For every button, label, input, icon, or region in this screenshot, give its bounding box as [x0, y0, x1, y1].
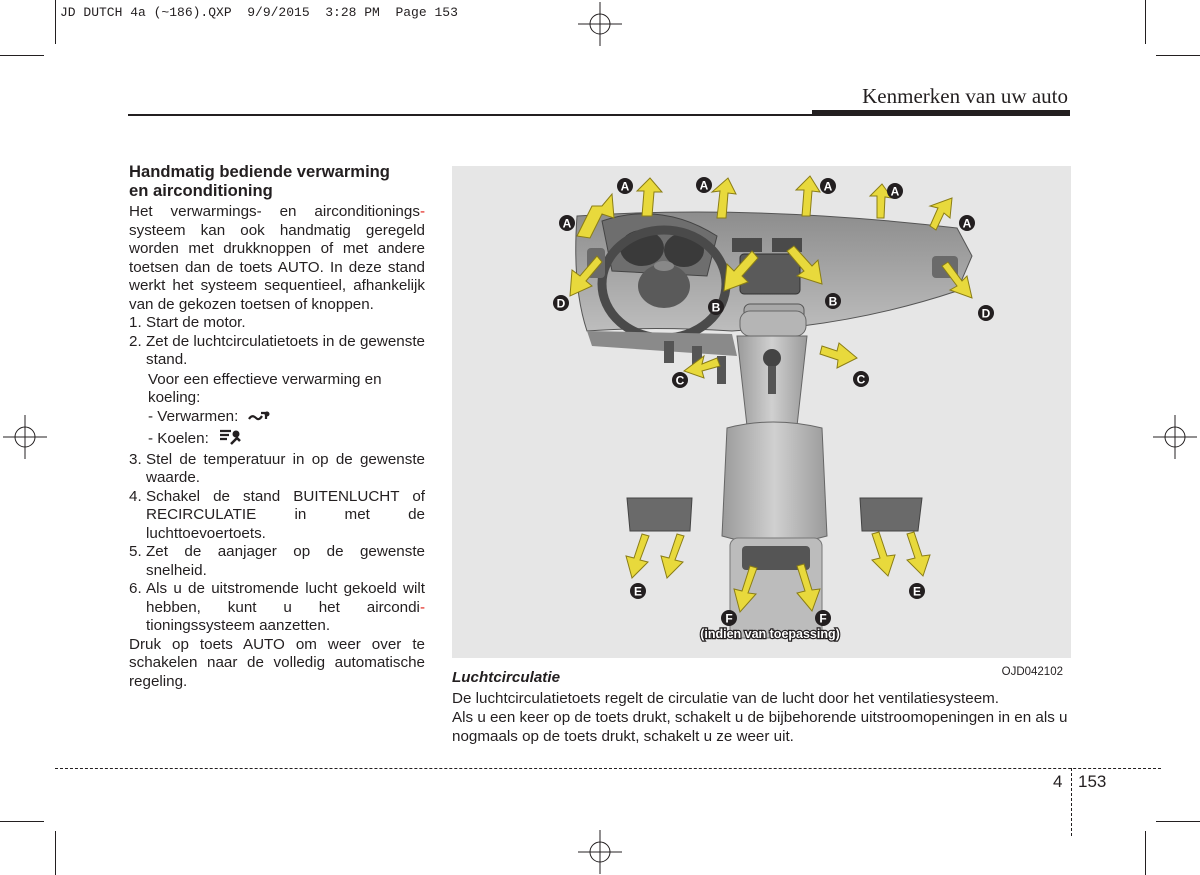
marker-f-icon: [815, 610, 831, 626]
registration-mark-icon: [578, 830, 622, 874]
heating-label: - Verwarmen:: [148, 407, 239, 425]
list-item: [129, 543, 425, 580]
step-text: Stel de temperatuur in op de gewenste waarde.: [146, 450, 425, 486]
marker-d-icon: [978, 305, 994, 321]
step-number: 1.: [129, 314, 142, 331]
marker-label: A: [699, 178, 709, 193]
marker-label: C: [856, 372, 866, 387]
header-rule-accent: [812, 110, 1070, 116]
step-text: Schakel de stand BUITENLUCHT of RECIRCULATIE in met de luchttoevoertoets.: [146, 487, 425, 542]
step-text: Start de motor.: [146, 314, 246, 331]
step-text-continued: tioningssysteem aanzetten.: [146, 617, 331, 634]
marker-label: A: [962, 216, 972, 231]
page-divider: [1071, 768, 1072, 836]
intro-text-1: Het verwarmings- en airconditionings: [129, 203, 420, 220]
heating-mode-icon: [247, 410, 271, 424]
intro-text-2: systeem kan ook handmatig geregeld worden met drukknoppen of met andere toetsen dan de toets AUTO. In deze stand werkt het systeem sequentieel, afhankelijk van de gekozen toetsen of knoppen.: [129, 221, 425, 313]
steps-list: [129, 314, 425, 370]
cooling-label: - Koelen:: [148, 430, 209, 447]
print-header: JD DUTCH 4a (~186).QXP 9/9/2015 3:28 PM Page 153: [60, 5, 458, 20]
step2-note: Voor een effectieve verwarming en koeling:: [148, 370, 382, 406]
marker-label: F: [725, 611, 733, 626]
subheading-luchtcirculatie: Luchtcirculatie: [452, 669, 561, 686]
list-item: [129, 314, 425, 333]
marker-label: B: [711, 300, 721, 315]
marker-label: D: [556, 296, 566, 311]
crop-mark: [55, 831, 56, 875]
step-text: Zet de aanjager op de gewenste snelheid.: [146, 543, 425, 579]
marker-label: A: [620, 179, 630, 194]
section-title: Kenmerken van uw auto: [862, 84, 1068, 108]
crop-mark: [0, 55, 44, 56]
list-item: [129, 488, 425, 544]
step-hyphen: -: [419, 598, 425, 616]
steps-list-continued: [129, 451, 425, 636]
list-item: [129, 451, 425, 488]
crop-mark: [1145, 0, 1146, 44]
page-number: 153: [1078, 772, 1107, 791]
marker-a-icon: [696, 177, 712, 193]
marker-d-icon: [553, 295, 569, 311]
registration-mark-icon: [3, 415, 47, 459]
marker-label: D: [981, 306, 991, 321]
step-number: 5.: [129, 543, 142, 560]
header-rule: [128, 114, 812, 116]
step-text: Zet de luchtcirculatietoets in de gewenste stand.: [146, 332, 425, 368]
crop-mark: [1145, 831, 1146, 875]
marker-a-icon: [820, 178, 836, 194]
marker-b-icon: [825, 293, 841, 309]
marker-e-icon: [630, 583, 646, 599]
marker-b-icon: [708, 299, 724, 315]
step-number: 3.: [129, 450, 142, 468]
marker-a-icon: [617, 178, 633, 194]
paragraph: Als u een keer op de toets drukt, schakelt u de bijbehorende uitstroomopeningen in en als u nogmaals op de toets drukt, schakelt u ze weer uit.: [452, 709, 1068, 745]
footer-rule: [55, 768, 1161, 769]
list-item: [129, 333, 425, 370]
cooling-line: [129, 428, 425, 449]
marker-label: A: [823, 179, 833, 194]
step-number: 6.: [129, 580, 142, 597]
marker-label: E: [912, 584, 922, 599]
intro-paragraph: [129, 203, 425, 314]
right-column-body: [452, 689, 1072, 746]
figure-footnote: (indien van toepassing): [700, 627, 840, 641]
list-item: [129, 580, 425, 636]
marker-a-icon: [887, 183, 903, 199]
section-heading: [129, 162, 425, 200]
heading-line-1: Handmatig bediende verwarming: [129, 162, 390, 181]
marker-f-icon: [721, 610, 737, 626]
marker-label: C: [675, 373, 685, 388]
marker-label: F: [819, 611, 827, 626]
step-text: Als u de uitstromende lucht gekoeld wilt hebben, kunt u het aircondi: [146, 580, 425, 616]
heating-line: [129, 408, 425, 427]
heading-line-2: en airconditioning: [129, 181, 273, 200]
marker-c-icon: [672, 372, 688, 388]
left-column: [129, 162, 425, 691]
closing-paragraph: Druk op toets AUTO om weer over te schakelen naar de volledig automatische regeling.: [129, 635, 425, 690]
figure-markers: [452, 166, 1071, 658]
crop-mark: [1156, 55, 1200, 56]
cooling-mode-icon: [217, 428, 243, 446]
crop-mark: [55, 0, 56, 44]
figure-code: OJD042102: [1001, 666, 1063, 678]
marker-label: E: [633, 584, 643, 599]
marker-e-icon: [909, 583, 925, 599]
crop-mark: [1156, 821, 1200, 822]
chapter-number: 4: [1053, 772, 1063, 791]
step-number: 4.: [129, 487, 142, 505]
marker-c-icon: [853, 371, 869, 387]
registration-mark-icon: [578, 2, 622, 46]
marker-a-icon: [959, 215, 975, 231]
registration-mark-icon: [1153, 415, 1197, 459]
marker-label: A: [890, 184, 900, 199]
paragraph: De luchtcirculatietoets regelt de circulatie van de lucht door het ventilatiesysteem.: [452, 690, 1000, 707]
intro-hyphen: -: [419, 203, 425, 220]
marker-a-icon: [559, 215, 575, 231]
step-number: 2.: [129, 332, 142, 350]
marker-label: A: [562, 216, 572, 231]
marker-label: B: [828, 294, 838, 309]
crop-mark: [0, 821, 44, 822]
